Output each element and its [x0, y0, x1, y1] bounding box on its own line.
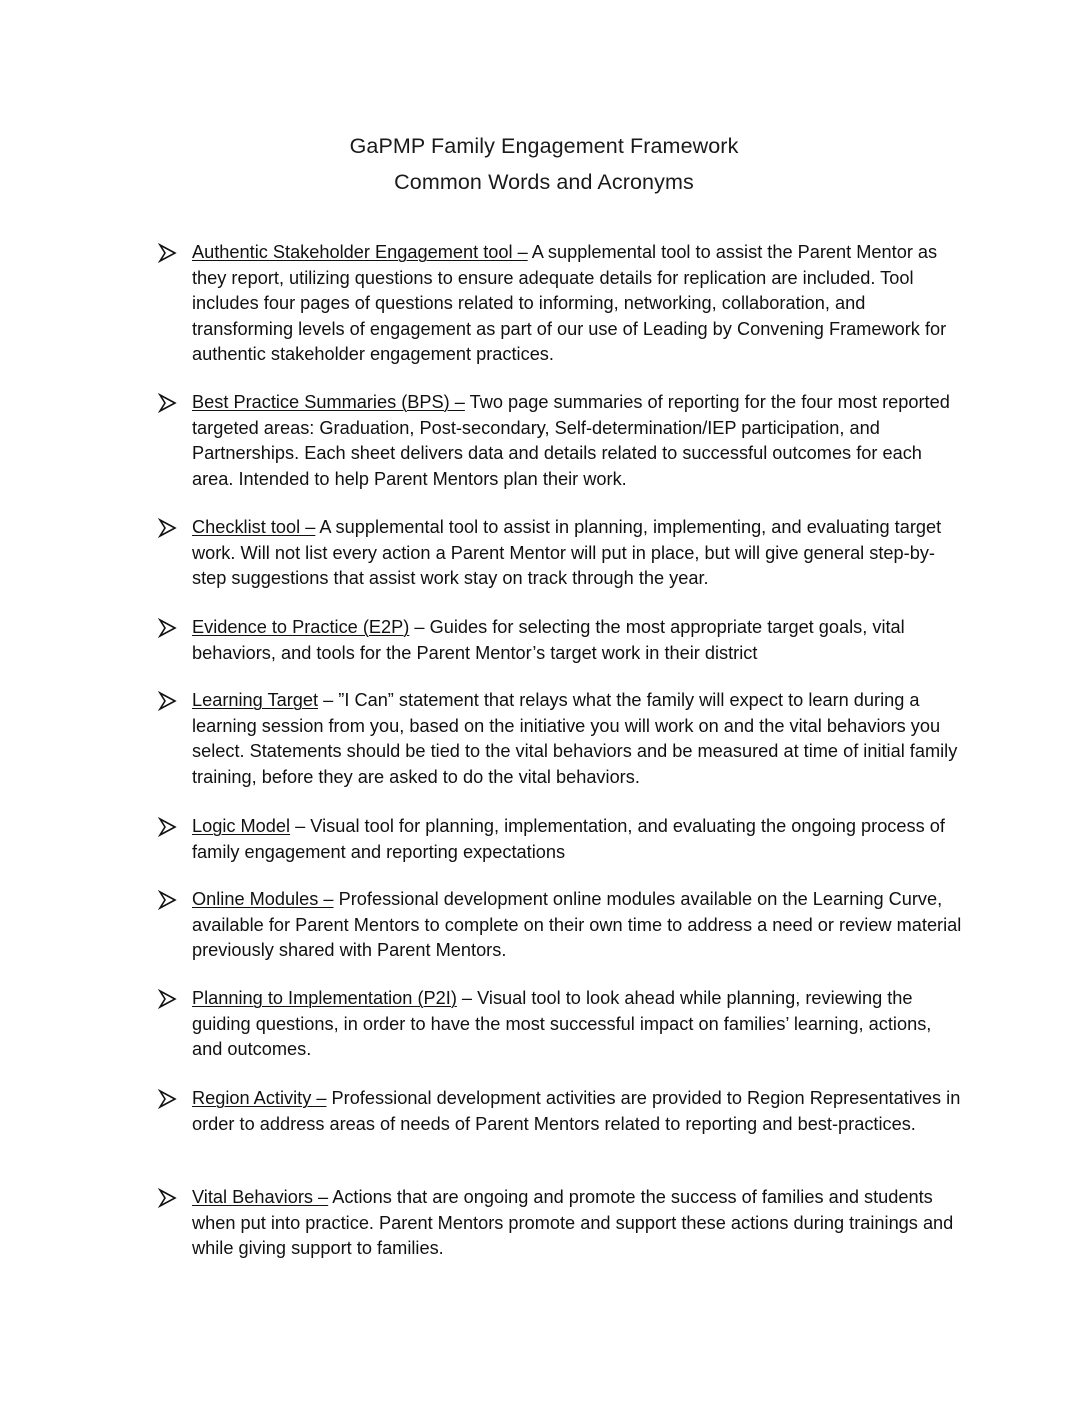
document-header — [0, 128, 1088, 200]
glossary-definition: Actions that are ongoing and promote the success of families and students when put into practice. Parent Mentors promote and support these actions during trainings and while giving support to families. — [192, 1187, 954, 1259]
glossary-entry-text — [192, 240, 964, 368]
glossary-entry-text — [192, 1086, 964, 1137]
glossary-entry-text — [192, 515, 964, 592]
glossary-term: Vital Behaviors – — [192, 1187, 329, 1207]
glossary-entry-text — [192, 390, 964, 492]
glossary-entry-text — [192, 814, 964, 865]
arrow-bullet-icon — [158, 518, 178, 538]
glossary-term: Online Modules – — [192, 889, 334, 909]
glossary-term: Region Activity – — [192, 1088, 327, 1108]
document-subtitle: Common Words and Acronyms — [394, 170, 694, 194]
arrow-bullet-icon — [158, 989, 178, 1009]
glossary-entry-text — [192, 615, 964, 666]
glossary-definition: – Guides for selecting the most appropriate target goals, vital behaviors, and tools for the Parent Mentor’s target work in their district — [192, 617, 905, 663]
arrow-bullet-icon — [158, 243, 178, 263]
arrow-bullet-icon — [158, 890, 178, 910]
arrow-bullet-icon — [158, 1188, 178, 1208]
glossary-term: Best Practice Summaries (BPS) – — [192, 392, 465, 412]
glossary-entry-text — [192, 887, 964, 964]
glossary-definition: Professional development online modules available on the Learning Curve, available for Parent Mentors to complete on their own time to address a need or review material previously shared with Parent Mentors. — [192, 889, 962, 961]
glossary-definition: A supplemental tool to assist in planning, implementing, and evaluating target work. Will not list every action a Parent Mentor will put in place, but will give general step-by-step suggestions that assist work stay on track through the year. — [192, 517, 942, 589]
glossary-entry-text — [192, 1185, 964, 1262]
document-title: GaPMP Family Engagement Framework — [349, 134, 739, 158]
arrow-bullet-icon — [158, 1089, 178, 1109]
arrow-bullet-icon — [158, 393, 178, 413]
arrow-bullet-icon — [158, 691, 178, 711]
arrow-bullet-icon — [158, 817, 178, 837]
glossary-entry-text — [192, 986, 964, 1063]
glossary-definition: Two page summaries of reporting for the four most reported targeted areas: Graduation, Post-secondary, Self-determination/IEP participation, and Partnerships. Each sheet delivers data and details related to successful outcomes for each area. Intended to help Parent Mentors plan their work. — [192, 392, 950, 489]
glossary-term: Planning to Implementation (P2I) — [192, 988, 457, 1008]
glossary-term: Logic Model — [192, 816, 291, 836]
arrow-bullet-icon — [158, 618, 178, 638]
glossary-term: Checklist tool – — [192, 517, 316, 537]
glossary-definition: – Visual tool to look ahead while planning, reviewing the guiding questions, in order to have the most successful impact on families’ learning, actions, and outcomes. — [192, 988, 932, 1060]
glossary-term: Evidence to Practice (E2P) — [192, 617, 410, 637]
glossary-entry-text — [192, 688, 964, 790]
glossary-definition: – Visual tool for planning, implementation, and evaluating the ongoing process of family engagement and reporting expectations — [192, 816, 945, 862]
glossary-definition: Professional development activities are provided to Region Representatives in order to address areas of needs of Parent Mentors related to reporting and best-practices. — [192, 1088, 961, 1134]
glossary-term: Authentic Stakeholder Engagement tool – — [192, 242, 528, 262]
glossary-definition: A supplemental tool to assist the Parent Mentor as they report, utilizing questions to ensure adequate details for replication are included. Tool includes four pages of questions related to informing, networking, collaboration, and transforming levels of engagement as part of our use of Leading by Convening Framework for authentic stakeholder engagement practices. — [192, 242, 947, 365]
glossary-definition: – ”I Can” statement that relays what the family will expect to learn during a learning session from you, based on the initiative you will work on and the vital behaviors you select. Statements should be tied to the vital behaviors and be measured at time of initial family training, before they are asked to do the vital behaviors. — [192, 690, 958, 787]
glossary-term: Learning Target — [192, 690, 319, 710]
